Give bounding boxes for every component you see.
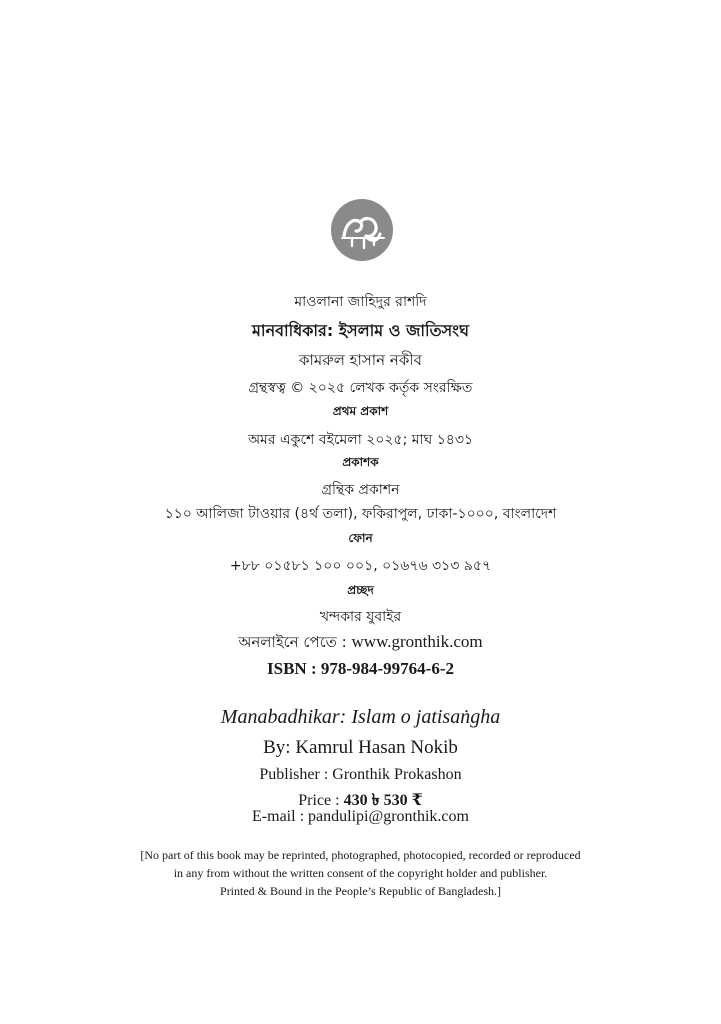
price-label: Price :	[298, 792, 340, 809]
publisher-address: ১১০ আলিজা টাওয়ার (৪র্থ তলা), ফকিরাপুল, ঢাকা-১০০০, বাংলাদেশ	[164, 506, 557, 522]
publisher-label: প্রকাশক	[342, 455, 379, 469]
online-label: অনলাইনে পেতে :	[238, 633, 347, 651]
isbn-value: : 978-984-99764-6-2	[310, 659, 454, 678]
first-publication-value: অমর একুশে বইমেলা ২০২৫; মাঘ ১৪৩১	[247, 432, 474, 448]
cover-label: প্রচ্ছদ	[347, 583, 374, 597]
book-title-english: Manabadhikar: Islam o jatisaṅgha	[220, 706, 501, 728]
notice-line-3: Printed & Bound in the People’s Republic of Bangladesh.]	[220, 884, 501, 898]
publisher-logo	[330, 198, 394, 262]
publisher-english: Publisher : Gronthik Prokashon	[259, 766, 462, 783]
copyright-line: গ্রন্থস্বত্ব © ২০২৫ লেখক কর্তৃক সংরক্ষিত	[248, 380, 473, 396]
notice-line-2: in any from without the written consent of the copyright holder and publisher.	[173, 866, 548, 880]
byline: By: Kamrul Hasan Nokib	[263, 737, 458, 758]
price-value: 430 ৳ 530 ₹	[343, 792, 423, 809]
notice-line-1: [No part of this book may be reprinted, photographed, photocopied, recorded or reproduced	[140, 848, 581, 862]
isbn-label: ISBN	[267, 659, 307, 678]
translator-name: কামরুল হাসান নকীব	[299, 351, 422, 369]
email-line[interactable]: E-mail : pandulipi@gronthik.com	[252, 808, 469, 825]
isbn-line	[0, 659, 721, 679]
first-publication-label: প্রথম প্রকাশ	[332, 404, 389, 418]
phone-value: +৮৮ ০১৫৮১ ১০০ ০০১, ০১৬৭৬ ৩১৩ ৯৫৭	[229, 558, 492, 574]
publisher-name: গ্রন্থিক প্রকাশন	[321, 482, 400, 498]
online-line	[0, 631, 721, 656]
gronthik-logo-icon	[330, 198, 394, 262]
phone-label: ফোন	[348, 531, 373, 545]
cover-designer: খন্দকার যুবাইর	[319, 609, 402, 625]
book-title-bangla: মানবাধিকার: ইসলাম ও জাতিসংঘ	[252, 321, 469, 340]
original-author: মাওলানা জাহিদুর রাশদি	[294, 294, 427, 310]
website-link[interactable]: www.gronthik.com	[351, 632, 483, 651]
